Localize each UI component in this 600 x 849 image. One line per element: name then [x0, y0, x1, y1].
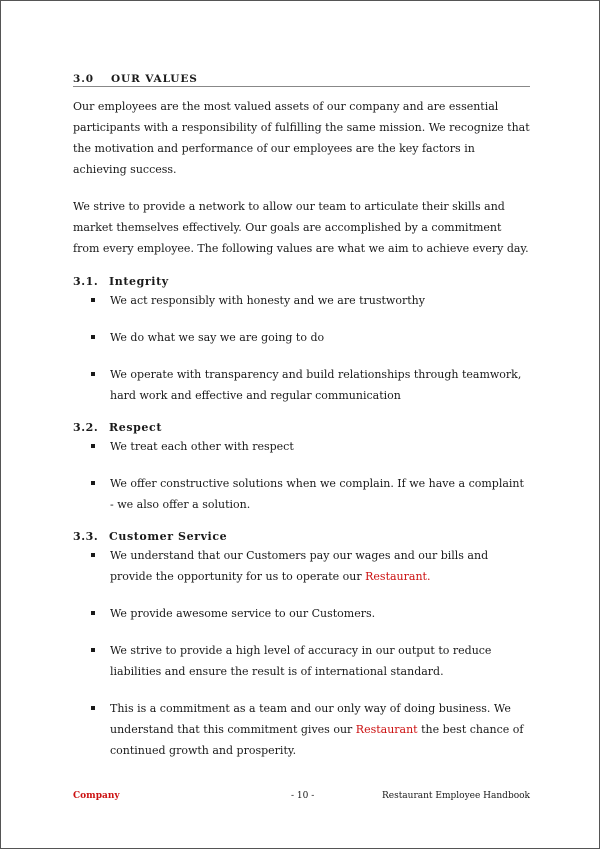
list-item — [73, 473, 530, 515]
bullet-icon — [91, 298, 95, 302]
section-heading — [73, 73, 530, 87]
page-number: - 10 - — [291, 791, 315, 801]
subsection-heading-customer-service — [73, 530, 530, 544]
intro-paragraph-1: Our employees are the most valued assets of our company and are essential participants with a responsibility of fulfilling the same mission. We recognize that the motivation and performance of our employees are the key factors in achieving success. — [73, 100, 530, 176]
footer-company: Company — [73, 791, 120, 801]
list-item-text: We offer constructive solutions when we complain. If we have a complaint - we also offer a solution. — [110, 477, 524, 511]
bullet-icon — [91, 372, 95, 376]
restaurant-highlight: Restaurant — [365, 570, 427, 583]
bullet-icon — [91, 611, 95, 615]
list-item — [73, 364, 530, 406]
subsection-title: Respect — [109, 421, 163, 434]
list-item — [73, 640, 530, 682]
list-item — [73, 603, 530, 624]
subsection-number: 3.2. — [73, 421, 99, 434]
subsection-heading-respect — [73, 421, 530, 435]
intro-paragraph-2: We strive to provide a network to allow our team to articulate their skills and market themselves effectively. Our goals are accomplished by a commitment from every employee. The following values are what we aim to achieve every day. — [73, 200, 529, 255]
restaurant-highlight: Restaurant — [355, 723, 418, 736]
list-item — [73, 290, 530, 311]
list-item-text: We provide awesome service to our Customers. — [110, 607, 376, 620]
page-content — [73, 73, 530, 761]
list-item-text: We understand that our Customers pay our wages and our bills and provide the opportunity for us to operate our — [110, 549, 489, 583]
customer-service-list — [73, 545, 530, 761]
list-item-text-end: the best chance of continued growth and prosperity. — [110, 723, 524, 757]
list-item-text: We operate with transparency and build relationships through teamwork, hard work and effective and regular communication — [110, 368, 522, 402]
list-item-text: We do what we say we are going to do — [110, 331, 325, 344]
bullet-icon — [91, 706, 95, 710]
page-footer — [73, 791, 530, 805]
subsection-number: 3.1. — [73, 275, 99, 288]
list-item-text: This is a commitment as a team and our only way of doing business. We understand that this commitment gives our — [110, 702, 511, 736]
list-item-text: We treat each other with respect — [110, 440, 294, 453]
integrity-list — [73, 290, 530, 406]
subsection-title: Customer Service — [109, 530, 228, 543]
respect-list — [73, 436, 530, 515]
list-item — [73, 436, 530, 457]
subsection-heading-integrity — [73, 275, 530, 289]
bullet-icon — [91, 553, 95, 557]
bullet-icon — [91, 444, 95, 448]
section-number: 3.0 — [73, 73, 94, 85]
bullet-icon — [91, 481, 95, 485]
list-item-text: We strive to provide a high level of accuracy in our output to reduce liabilities and ensure the result is of international standard. — [110, 644, 492, 678]
bullet-icon — [91, 335, 95, 339]
list-item-text: We act responsibly with honesty and we are trustworthy — [110, 294, 425, 307]
list-item-text-end: . — [426, 570, 431, 583]
subsection-number: 3.3. — [73, 530, 99, 543]
bullet-icon — [91, 648, 95, 652]
footer-document-title: Restaurant Employee Handbook — [381, 791, 530, 801]
list-item — [73, 698, 530, 761]
subsection-title: Integrity — [109, 275, 169, 288]
list-item — [73, 545, 530, 587]
list-item — [73, 327, 530, 348]
section-title: OUR VALUES — [111, 73, 198, 85]
